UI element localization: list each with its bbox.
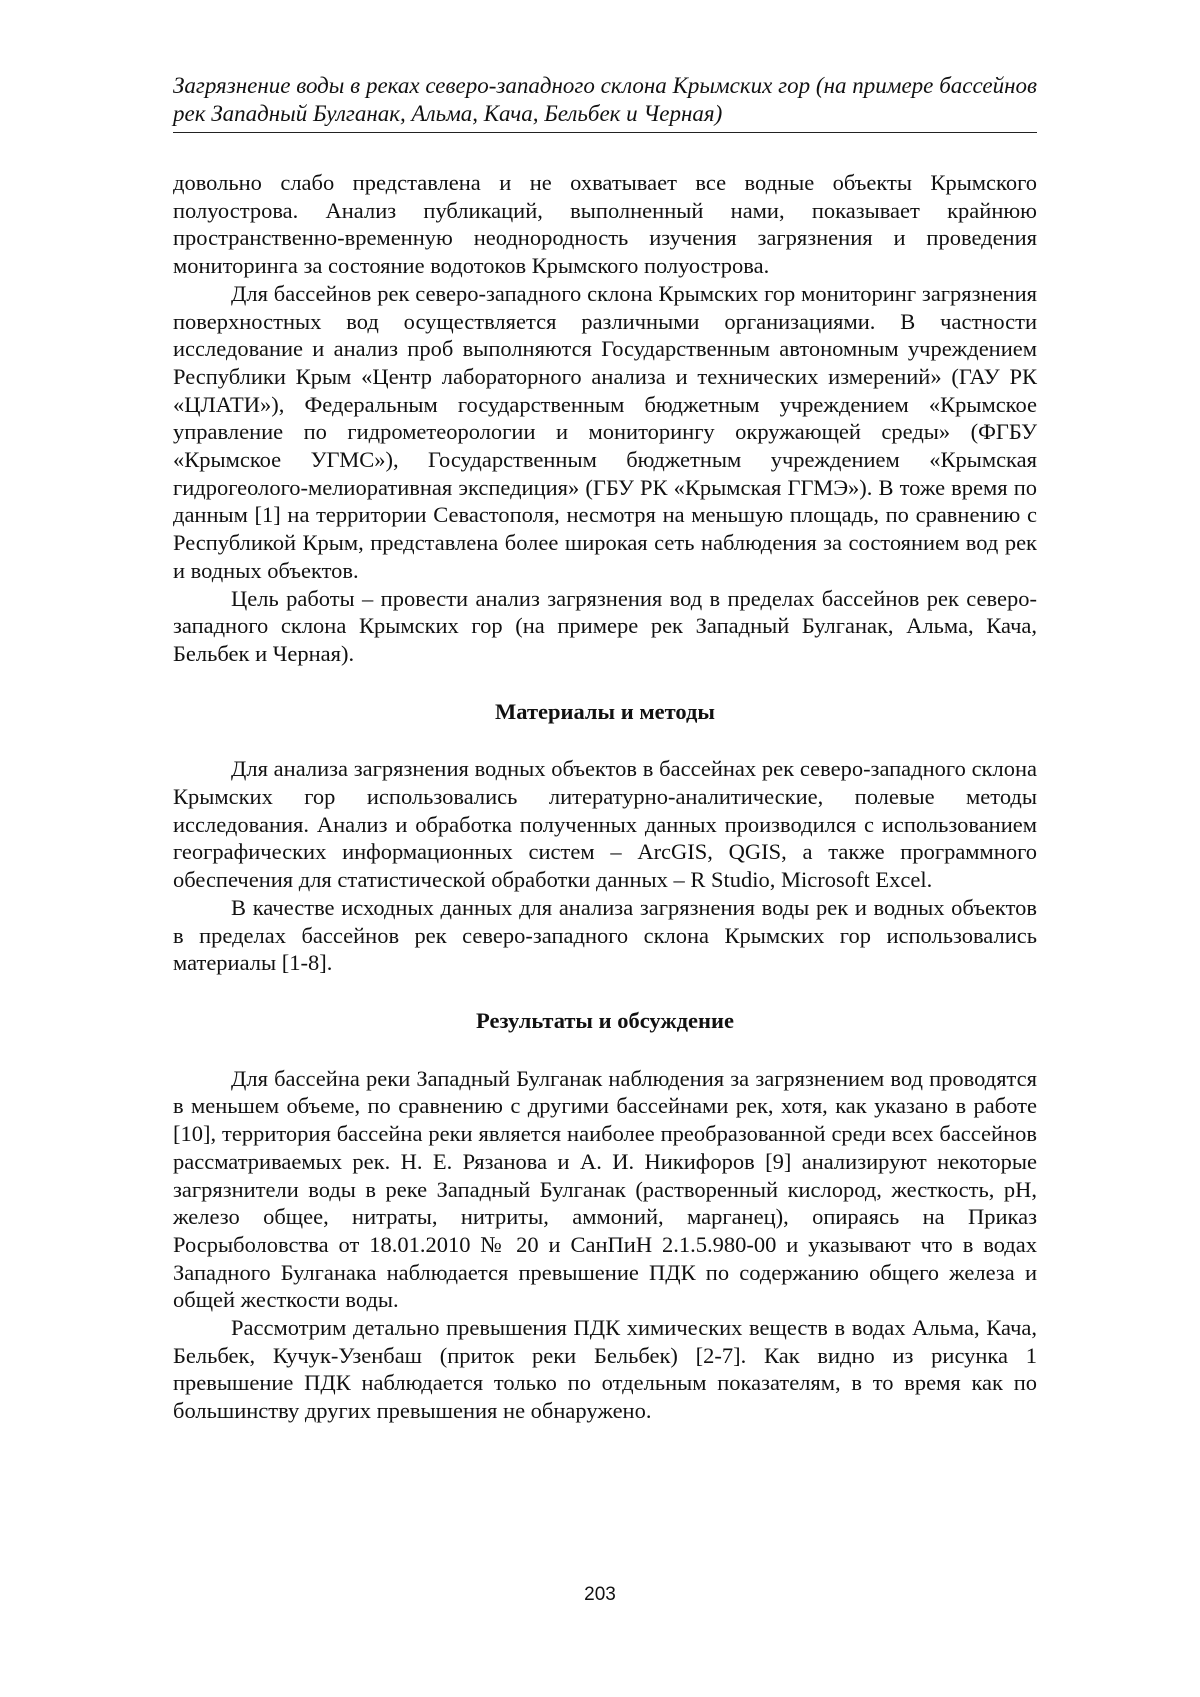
page [173, 72, 1037, 1425]
methods-paragraph-2: В качестве исходных данных для анализа загрязнения воды рек и водных объектов в пределах бассейнов рек северо-западного склона Крымских гор использовались материалы [1-8]. [173, 894, 1037, 976]
running-header: Загрязнение воды в реках северо-западного склона Крымских гор (на примере бассейнов рек Западный Булганак, Альма, Кача, Бельбек и Черная) [173, 72, 1037, 133]
page-number: 203 [584, 1584, 616, 1605]
article-body [173, 169, 1037, 1425]
section-heading-results: Результаты и обсуждение [476, 1007, 734, 1033]
intro-paragraph-1: довольно слабо представлена и не охватывает все водные объекты Крымского полуострова. Анализ публикаций, выполненный нами, показывает крайнюю пространственно-временную неоднородность изучения загрязнения и проведения мониторинга за состояние водотоков Крымского полуострова. [173, 170, 1037, 279]
results-paragraph-1: Для бассейна реки Западный Булганак наблюдения за загрязнением вод проводятся в меньшем объеме, по сравнению с другими бассейнами рек, хотя, как указано в работе [10], территория бассейна реки является наиболее преобразованной среди всех бассейнов рассматриваемых рек. Н. Е. Рязанова и А. И. Никифоров [9] анализируют некоторые загрязнители воды в реке Западный Булганак (растворенный кислород, жесткость, pH, железо общее, нитраты, нитриты, аммоний, марганец), опираясь на Приказ Росрыболовства от 18.01.2010 № 20 и СанПиН 2.1.5.980-00 и указывают что в водах Западного Булганака наблюдается превышение ПДК по содержанию общего железа и общей жесткости воды. [173, 1065, 1037, 1313]
section-heading-methods: Материалы и методы [495, 698, 715, 724]
intro-paragraph-2: Для бассейнов рек северо-западного склона Крымских гор мониторинг загрязнения поверхностных вод осуществляется различными организациями. В частности исследование и анализ проб выполняются Государственным автономным учреждением Республики Крым «Центр лабораторного анализа и технических измерений» (ГАУ РК «ЦЛАТИ»), Федеральным государственным бюджетным учреждением «Крымское управление по гидрометеорологии и мониторингу окружающей среды» (ФГБУ «Крымское УГМС»), Государственным бюджетным учреждением «Крымская гидрогеолого-мелиоративная экспедиция» (ГБУ РК «Крымская ГГМЭ»). В тоже время по данным [1] на территории Севастополя, несмотря на меньшую площадь, по сравнению с Республикой Крым, представлена более широкая сеть наблюдения за состоянием вод рек и водных объектов. [173, 280, 1037, 583]
intro-paragraph-3: Цель работы – провести анализ загрязнения вод в пределах бассейнов рек северо-западного склона Крымских гор (на примере рек Западный Булганак, Альма, Кача, Бельбек и Черная). [173, 585, 1037, 666]
methods-paragraph-1: Для анализа загрязнения водных объектов в бассейнах рек северо-западного склона Крымских гор использовались литературно-аналитические, полевые методы исследования. Анализ и обработка полученных данных производился с использованием географических информационных систем – ArcGIS, QGIS, а также программного обеспечения для статистической обработки данных – R Studio, Microsoft Excel. [173, 756, 1037, 893]
results-paragraph-2: Рассмотрим детально превышения ПДК химических веществ в водах Альма, Кача, Бельбек, Кучук-Узенбаш (приток реки Бельбек) [2-7]. Как видно из рисунка 1 превышение ПДК наблюдается только по отдельным показателям, в то время как по большинству других превышения не обнаружено. [173, 1315, 1037, 1424]
